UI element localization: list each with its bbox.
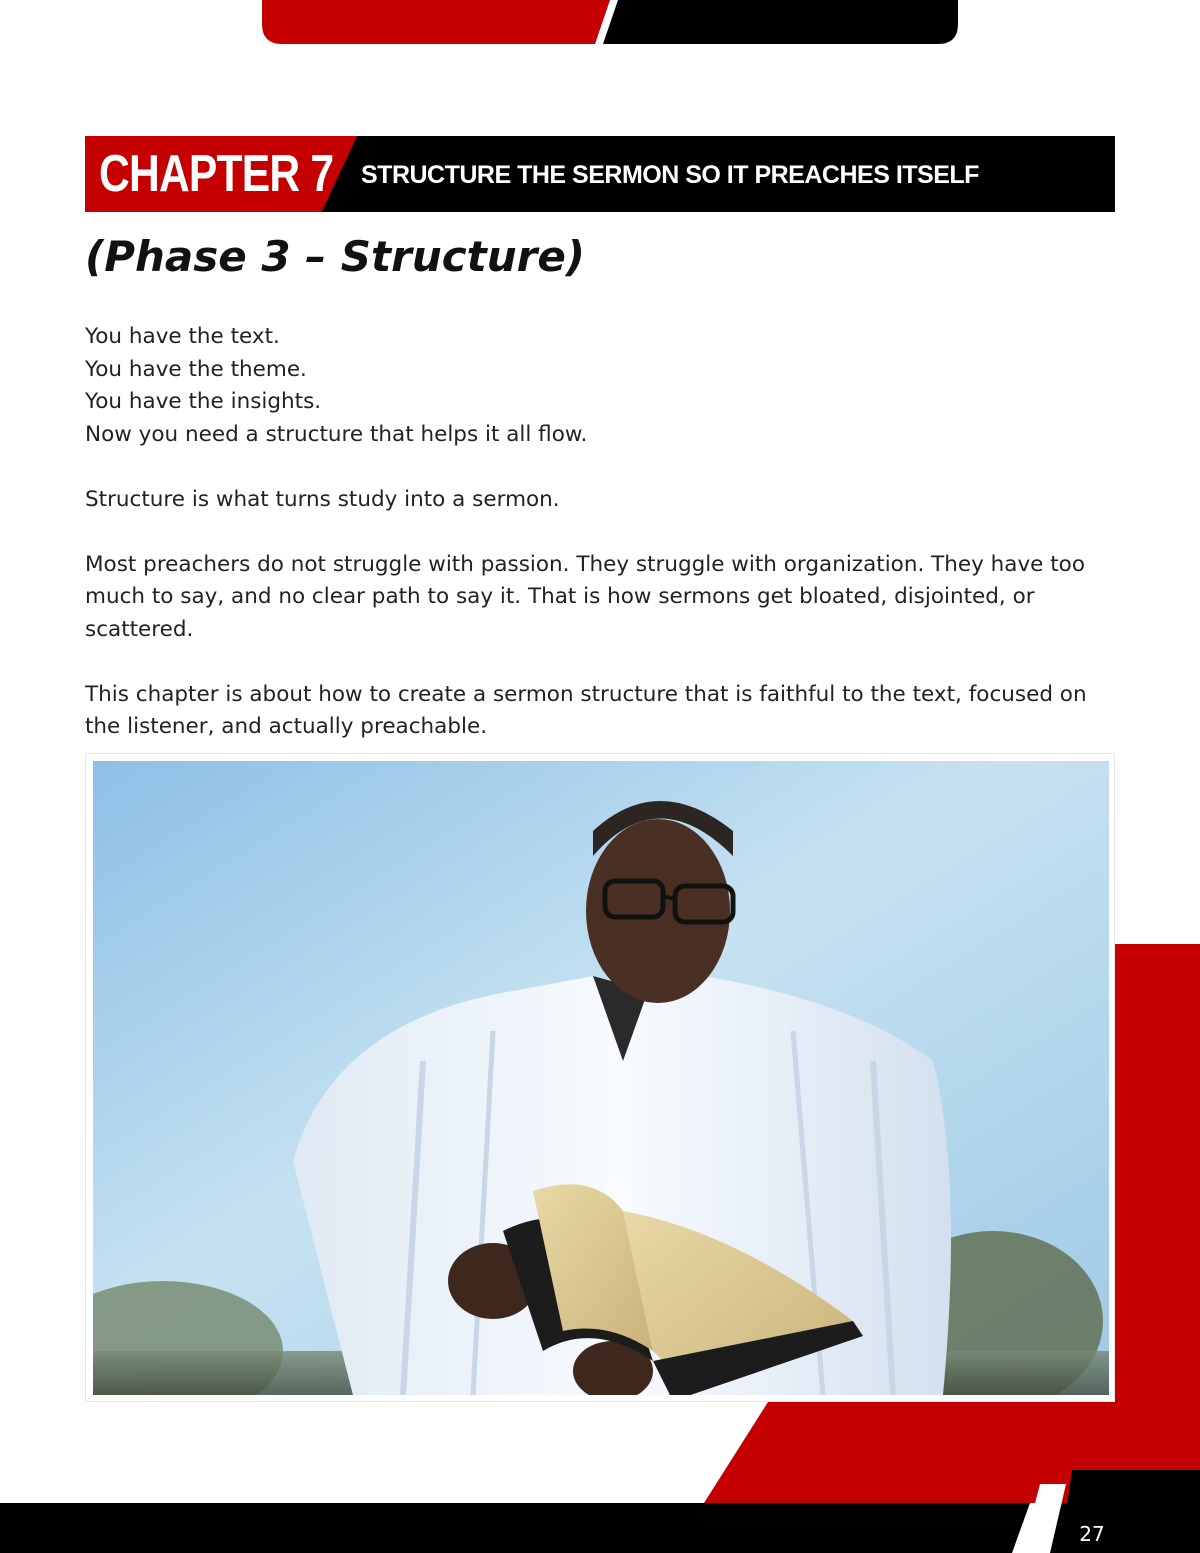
intro-line: Now you need a structure that helps it all flow. [85, 421, 588, 447]
top-decorative-tab [262, 0, 958, 44]
body-paragraph: Structure is what turns study into a sermon. [85, 486, 560, 512]
body-paragraph: Most preachers do not struggle with passion. They struggle with organization. They have too much to say, and no clear path to say it. That is how sermons get bloated, disjointed, or scattered. [85, 551, 1085, 642]
page-number: 27 [1079, 1522, 1105, 1546]
chapter-label: CHAPTER 7 [99, 145, 334, 203]
photo-frame [85, 753, 1115, 1402]
body-paragraph: This chapter is about how to create a sermon structure that is faithful to the text, focused on the listener, and actually preachable. [85, 681, 1087, 739]
phase-subtitle: (Phase 3 – Structure) [85, 232, 586, 281]
footer-slash [1010, 1484, 1066, 1553]
intro-line: You have the insights. [85, 389, 322, 414]
intro-line: You have the text. [85, 324, 280, 349]
preacher-photo [93, 761, 1109, 1395]
body-text [85, 321, 1120, 744]
chapter-title: STRUCTURE THE SERMON SO IT PREACHES ITSELF [361, 161, 979, 189]
intro-line: You have the theme. [85, 356, 307, 382]
chapter-banner [85, 136, 1115, 212]
